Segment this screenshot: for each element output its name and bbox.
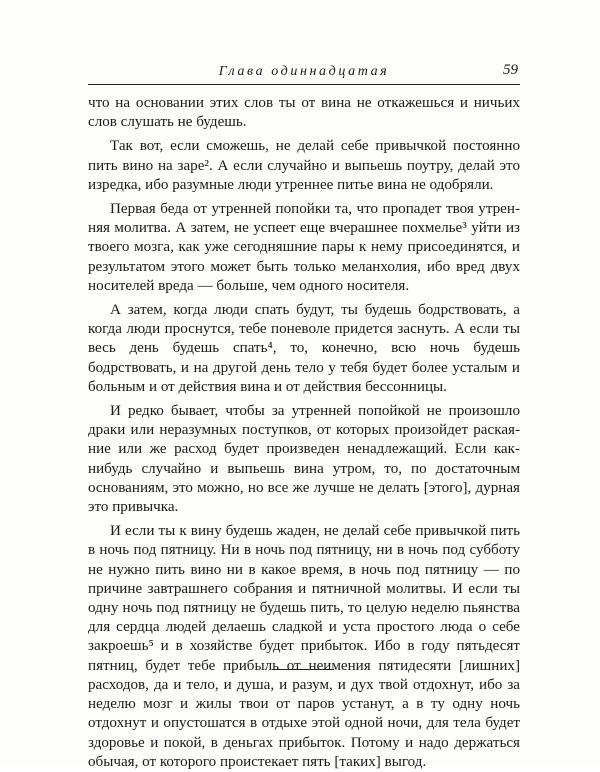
body-text bbox=[88, 94, 520, 772]
paragraph: Первая беда от утренней попойки та, что пропадет твоя утренняя молитва. А затем, не успеет еще вчерашнее похмелье³ уйти из твоего мозга, как уже сегодняшние пары к нему присоединятся, и результатом этого может быть только меланхолия, ибо вред двух носителей вреда — больше, чем одного носителя. bbox=[88, 201, 520, 294]
paragraph: И если ты к вину будешь жаден, не делай себе привычкой пить в ночь под пятницу. Ни в ночь под пятницу, ни в ночь под субботу не нужно пить вино ни в какое время, в ночь под пятницу — по причине завтрашнего собрания и пятничной молитвы. И если ты одну ночь под пятницу не будешь пить, то целую неделю пьянства для сердца людей делаешь сладкой и уста простого люда о себе закроешь⁵ и в хозяйстве будет прибыток. Ибо в году пятьдесят пятниц, будет тебе прибыль от неимения пятидесяти [лишних] расходов, да и тело, и душа, и разум, и дух твой отдохнут, ибо за неделю мозг и жилы твои от паров устанут, а в ту одну ночь отдохнут и опустошатся в отдыхе этой одной ночи, для тела будет здоровье и покой, в деньгах прибыток. Потому и надо держаться обычая, от которого проистекает пять [таких] выгод. bbox=[88, 523, 520, 770]
header-rule bbox=[88, 84, 520, 85]
paragraph: Так вот, если сможешь, не делай себе привычкой постоянно пить вино на заре². А если случайно и выпьешь поутру, делай это изредка, ибо разумные люди утреннее питье вина не одобряли. bbox=[88, 138, 520, 193]
page-number: 59 bbox=[503, 62, 518, 78]
running-head: Глава одиннадцатая bbox=[218, 64, 390, 79]
section-end-rule bbox=[272, 669, 334, 670]
paragraph: И редко бывает, чтобы за утренней попойкой не произошло драки или неразумных поступков, от которых произойдет раскаяние или же расход будет произведен ненадлежащий. Если как-нибудь случайно и выпьешь вина утром, то, по достаточным основаниям, это можно, но все же лучше не делать [этого], дурная это привычка. bbox=[88, 403, 520, 516]
paragraph: что на основании этих слов ты от вина не откажешься и ничьих слов слушать не будешь. bbox=[88, 95, 520, 131]
page-header bbox=[88, 62, 520, 84]
paragraph: А затем, когда люди спать будут, ты будешь бодрствовать, а когда люди проснутся, тебе поневоле придется заснуть. А если ты весь день будешь спать⁴, то, конечно, всю ночь будешь бодрствовать, и на другой день тело у тебя будет более усталым и больным и от действия вина и от действия бессонницы. bbox=[88, 302, 520, 395]
